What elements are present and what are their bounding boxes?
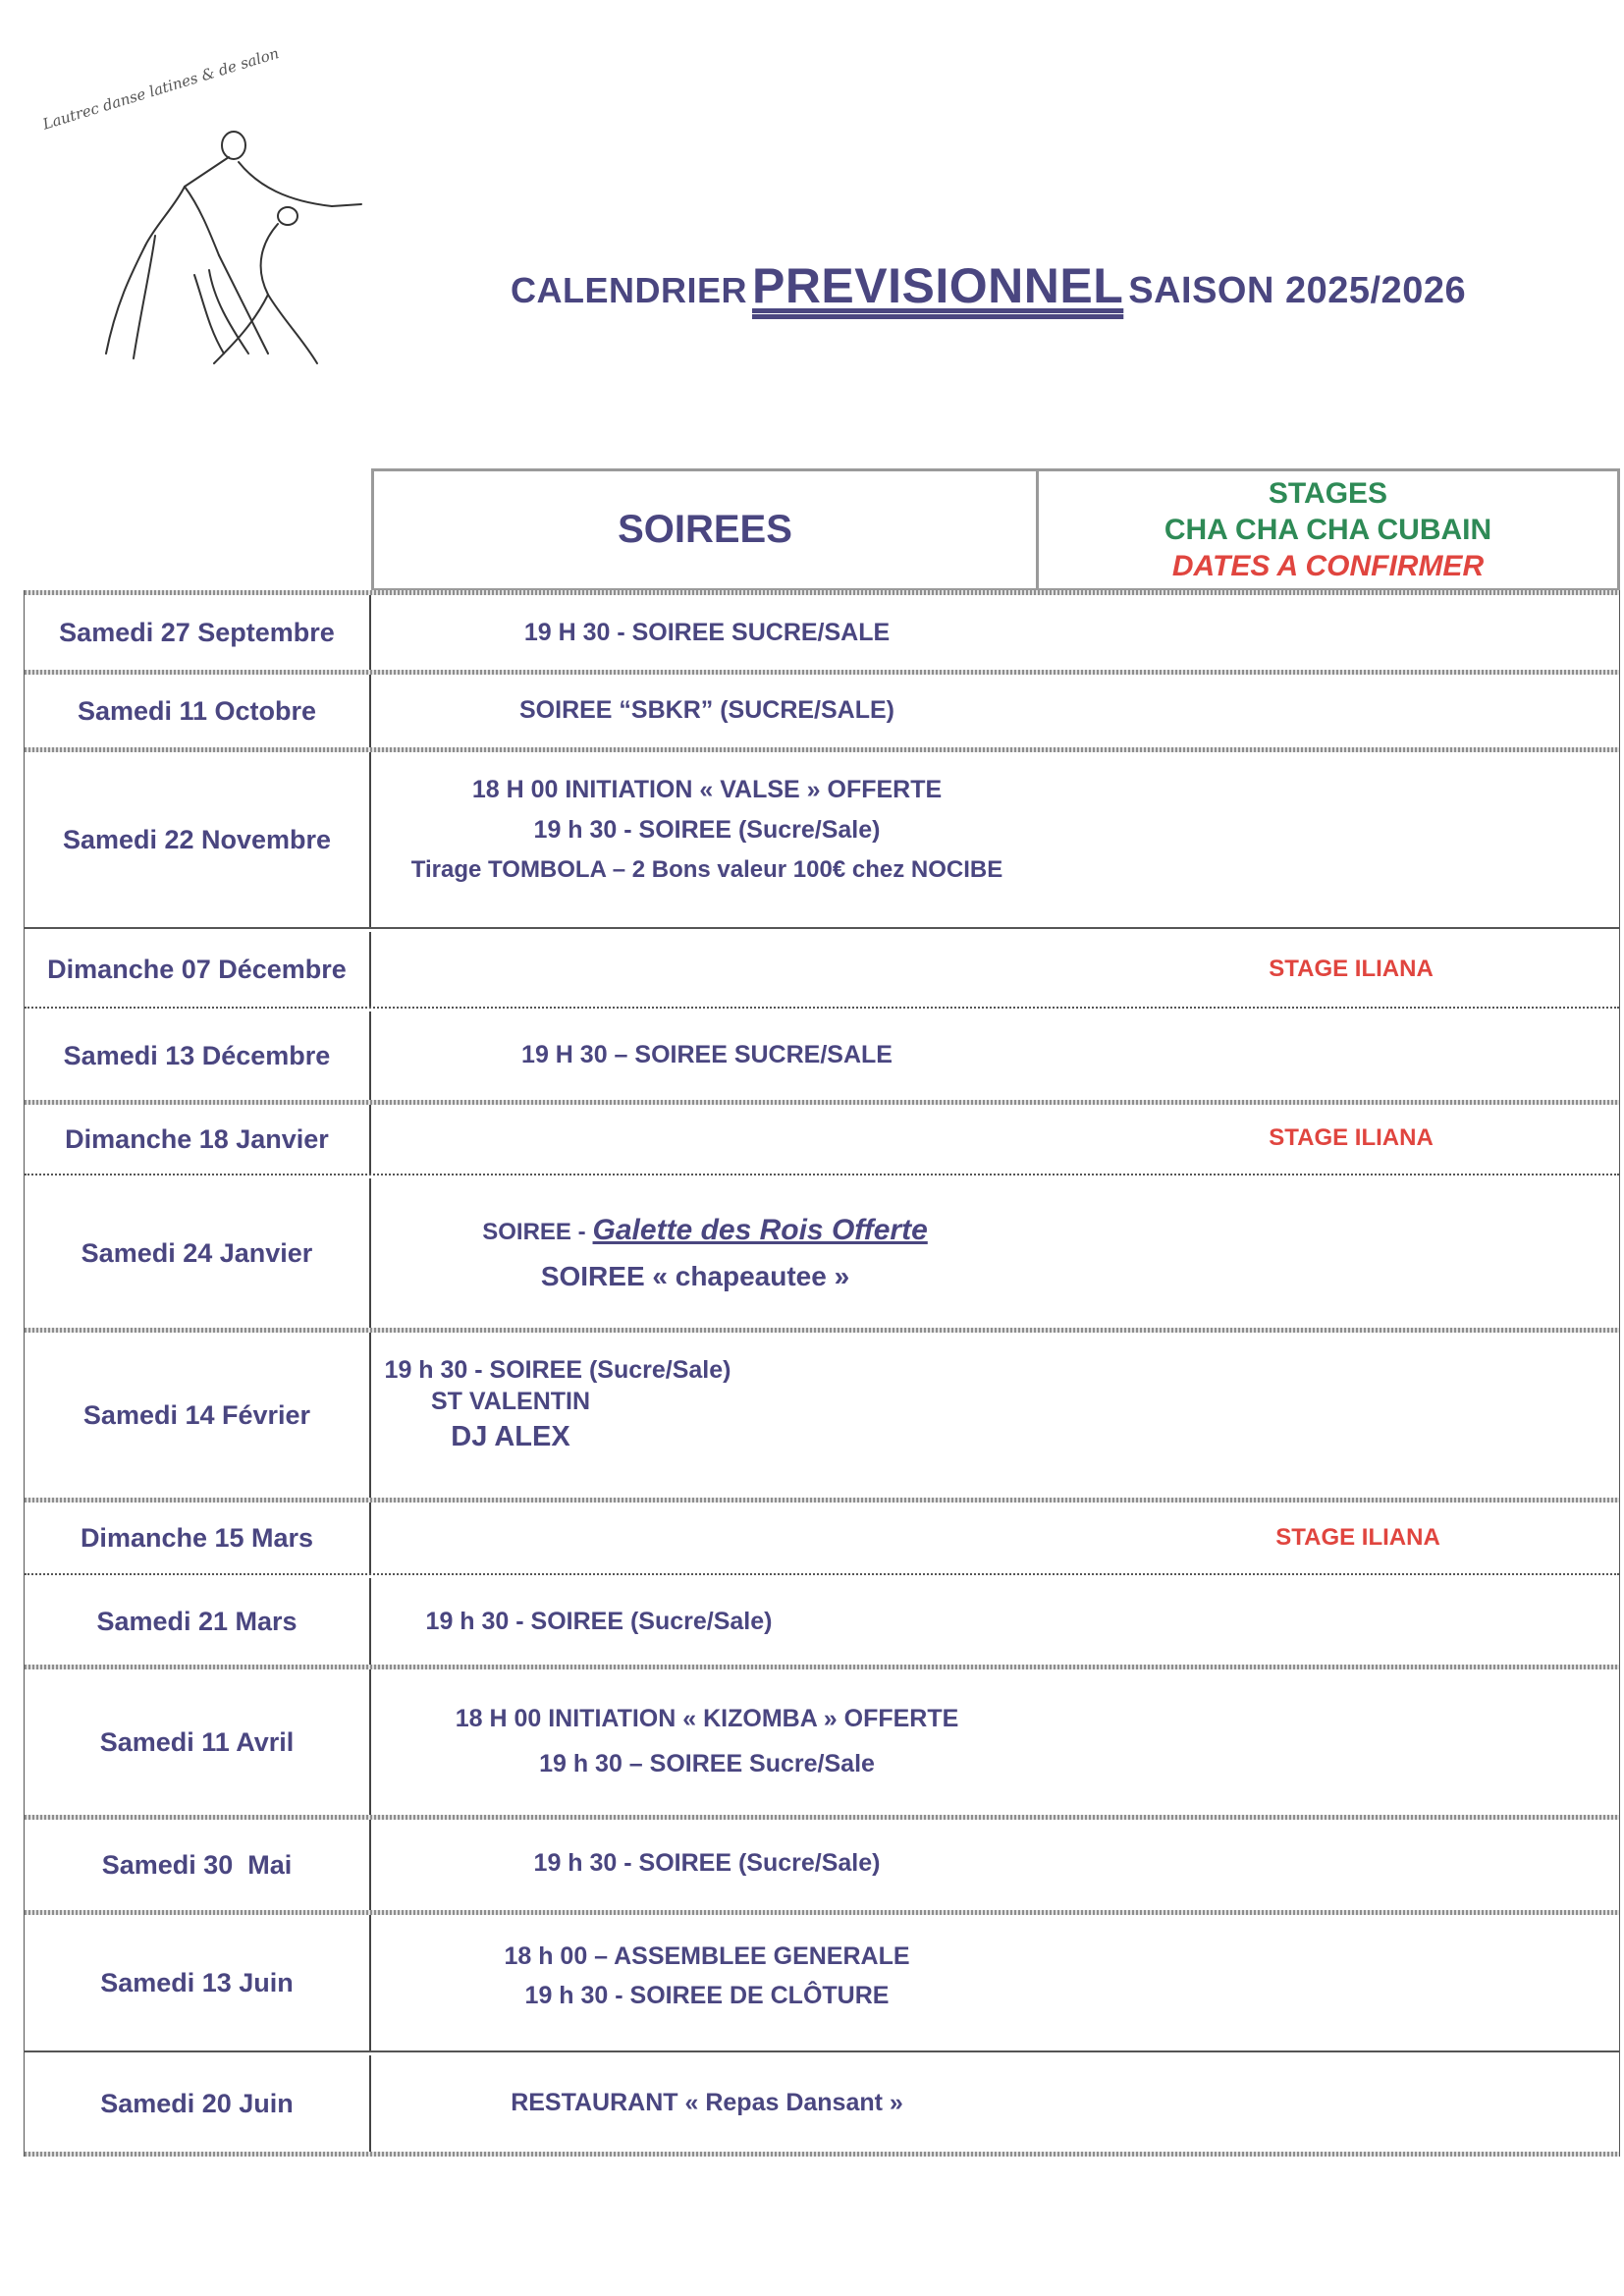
logo-caption: Lautrec danse latines & de salon: [40, 44, 282, 134]
row-date: Samedi 13 Décembre: [25, 1011, 371, 1100]
row-content: [371, 1178, 1619, 1328]
header-stages-line1: STAGES: [1268, 477, 1388, 510]
row-date: Dimanche 15 Mars: [25, 1503, 371, 1573]
table-row: [25, 675, 1619, 747]
row-content: [371, 675, 1619, 747]
row-line: 18 h 00 – ASSEMBLEE GENERALE: [504, 1942, 910, 1970]
row-line: RESTAURANT « Repas Dansant »: [511, 2089, 903, 2116]
row-line: 18 H 00 INITIATION « KIZOMBA » OFFERTE: [455, 1705, 959, 1732]
row-date: Samedi 14 Février: [25, 1333, 371, 1498]
row-date: Dimanche 18 Janvier: [25, 1105, 371, 1174]
table-row: [25, 2055, 1619, 2152]
row-date: Dimanche 07 Décembre: [25, 932, 371, 1007]
row-line: 19 H 30 – SOIREE SUCRE/SALE: [521, 1041, 893, 1068]
table-row: [25, 932, 1619, 1007]
row-content: [371, 1503, 1619, 1573]
table-row: [25, 595, 1619, 670]
header-stages-line3: DATES A CONFIRMER: [1171, 550, 1485, 582]
row-content: [371, 1011, 1619, 1100]
row-line: 19 h 30 - SOIREE (Sucre/Sale): [533, 1849, 881, 1877]
row-line: SOIREE “SBKR” (SUCRE/SALE): [519, 696, 894, 724]
header-soirees: SOIREES: [371, 468, 1039, 591]
row-content: [371, 1333, 1619, 1498]
table-row: [25, 1820, 1619, 1910]
row-line: [482, 1214, 928, 1247]
row-content: [371, 1105, 1619, 1174]
title-part-3: SAISON 2025/2026: [1128, 270, 1467, 311]
table-row: [25, 752, 1619, 927]
row-line: 19 h 30 - SOIREE (Sucre/Sale): [425, 1608, 773, 1635]
row-date: Samedi 13 Juin: [25, 1915, 371, 2050]
header-stages: [1039, 468, 1620, 591]
row-line: DJ ALEX: [451, 1421, 570, 1452]
row-content: [371, 595, 1619, 670]
row-date: Samedi 30 Mai: [25, 1820, 371, 1910]
divider: [25, 2152, 1619, 2157]
table-row: [25, 1011, 1619, 1100]
row-line: 19 h 30 - SOIREE (Sucre/Sale): [533, 816, 881, 844]
row-content: [371, 1915, 1619, 2050]
page-title: [511, 257, 1466, 314]
row-content: [371, 1669, 1619, 1815]
calendar-table: [24, 590, 1620, 2157]
table-header: [371, 468, 1620, 591]
row-date: Samedi 27 Septembre: [25, 595, 371, 670]
title-part-2: PREVISIONNEL: [751, 258, 1124, 313]
row-content: [371, 1578, 1619, 1665]
row-date: Samedi 11 Octobre: [25, 675, 371, 747]
row-date: Samedi 22 Novembre: [25, 752, 371, 927]
stage-label: STAGE ILIANA: [1269, 956, 1434, 982]
row-line: 19 h 30 - SOIREE (Sucre/Sale): [384, 1356, 731, 1384]
row-content: [371, 1820, 1619, 1910]
header-stages-line2: CHA CHA CHA CUBAIN: [1164, 514, 1492, 546]
row-date: Samedi 11 Avril: [25, 1669, 371, 1815]
stage-label: STAGE ILIANA: [1269, 1124, 1434, 1151]
table-row: [25, 1578, 1619, 1665]
title-part-1: CALENDRIER: [511, 270, 748, 310]
row-line: 19 H 30 - SOIREE SUCRE/SALE: [523, 619, 891, 646]
table-row: [25, 1105, 1619, 1174]
row-date: Samedi 20 Juin: [25, 2055, 371, 2152]
row-line: 19 h 30 – SOIREE Sucre/Sale: [539, 1750, 875, 1777]
galette-prefix: SOIREE -: [482, 1219, 586, 1245]
row-date: Samedi 24 Janvier: [25, 1178, 371, 1328]
row-content: [371, 2055, 1619, 2152]
row-line: ST VALENTIN: [430, 1388, 591, 1415]
row-line: 18 H 00 INITIATION « VALSE » OFFERTE: [471, 776, 943, 803]
galette-emphasis: Galette des Rois Offerte: [592, 1214, 928, 1246]
row-line: SOIREE « chapeautee »: [540, 1261, 850, 1291]
table-row: [25, 1669, 1619, 1815]
table-row: [25, 1333, 1619, 1498]
table-row: [25, 1915, 1619, 2050]
row-content: [371, 752, 1619, 927]
row-content: [371, 932, 1619, 1007]
row-line: Tirage TOMBOLA – 2 Bons valeur 100€ chez NOCIBE: [410, 856, 1003, 883]
table-row: [25, 1503, 1619, 1573]
table-row: [25, 1178, 1619, 1328]
row-date: Samedi 21 Mars: [25, 1578, 371, 1665]
stage-label: STAGE ILIANA: [1275, 1524, 1440, 1551]
row-line: 19 h 30 - SOIREE DE CLÔTURE: [524, 1982, 890, 2009]
